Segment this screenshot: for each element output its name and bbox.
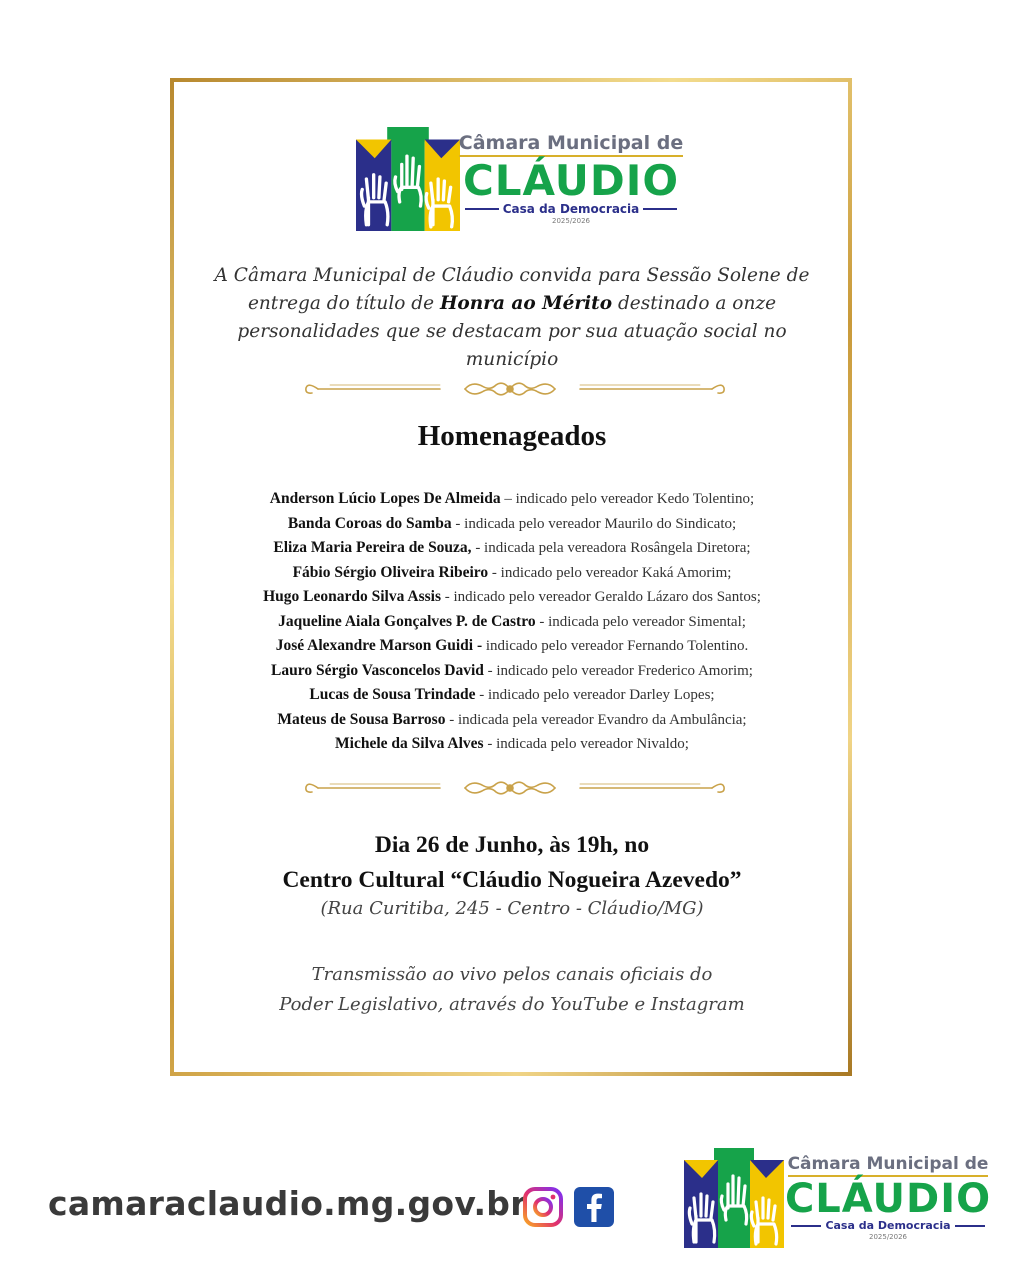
logo-line2: CLÁUDIO <box>462 156 680 205</box>
event-address: (Rua Curitiba, 245 - Centro - Cláudio/MG) <box>320 898 704 919</box>
list-item: Hugo Leonardo Silva Assis - indicado pelo vereador Geraldo Lázaro dos Santos; <box>263 588 761 605</box>
list-item: Lucas de Sousa Trindade - indicado pelo vereador Darley Lopes; <box>309 686 715 703</box>
honorees-list <box>180 487 844 757</box>
logo-line1: Câmara Municipal de <box>788 1154 989 1177</box>
intro-text: A Câmara Municipal de Cláudio convida para Sessão Solene de entrega do título de Honra ao Mérito destinado a onze personalidades que se destacam por sua atuação social no município <box>214 265 810 370</box>
facebook-icon[interactable] <box>573 1186 615 1228</box>
header-logo <box>356 126 684 232</box>
raised-hands-emblem-icon <box>684 1148 784 1248</box>
event-venue: Centro Cultural “Cláudio Nogueira Azevedo” <box>282 867 742 893</box>
list-item: Mateus de Sousa Barroso - indicada pela vereador Evandro da Ambulância; <box>277 710 747 728</box>
ornamental-divider <box>300 777 730 799</box>
logo-line4: 2025/2026 <box>869 1233 907 1241</box>
event-date: Dia 26 de Junho, às 19h, no <box>374 832 650 858</box>
ornamental-divider <box>300 378 730 400</box>
logo-line2: CLÁUDIO <box>784 1176 992 1222</box>
footer-logo <box>684 1148 992 1248</box>
list-item: Banda Coroas do Samba - indicada pelo vereador Maurilo do Sindicato; <box>287 514 737 532</box>
page-title: Homenageados <box>417 420 607 452</box>
list-item: Anderson Lúcio Lopes De Almeida – indicado pelo vereador Kedo Tolentino; <box>269 490 755 507</box>
list-item: Lauro Sérgio Vasconcelos David - indicado pelo vereador Frederico Amorim; <box>271 661 753 679</box>
list-item: Jaqueline Aiala Gonçalves P. de Castro - indicada pelo vereador Simental; <box>278 612 746 630</box>
list-item: Eliza Maria Pereira de Souza, - indicada pela vereadora Rosângela Diretora; <box>273 539 751 556</box>
broadcast-info: Transmissão ao vivo pelos canais oficiais do Poder Legislativo, através do YouTube e Instagram <box>279 964 745 1015</box>
intro-highlight: Honra ao Mérito <box>439 293 613 314</box>
logo-line4: 2025/2026 <box>552 217 590 225</box>
logo-line3: Casa da Democracia <box>502 202 640 216</box>
list-item: José Alexandre Marson Guidi - indicado pelo vereador Fernando Tolentino. <box>275 637 749 654</box>
website-link[interactable]: camaraclaudio.mg.gov.br <box>48 1184 527 1223</box>
list-item: Fábio Sérgio Oliveira Ribeiro - indicado pelo vereador Kaká Amorim; <box>292 563 732 581</box>
event-details <box>190 828 834 898</box>
list-item: Michele da Silva Alves - indicada pelo vereador Nivaldo; <box>335 735 689 752</box>
logo-line1: Câmara Municipal de <box>459 132 683 157</box>
instagram-icon[interactable] <box>522 1186 564 1228</box>
logo-line3: Casa da Democracia <box>825 1219 951 1232</box>
raised-hands-emblem-icon <box>356 126 460 232</box>
